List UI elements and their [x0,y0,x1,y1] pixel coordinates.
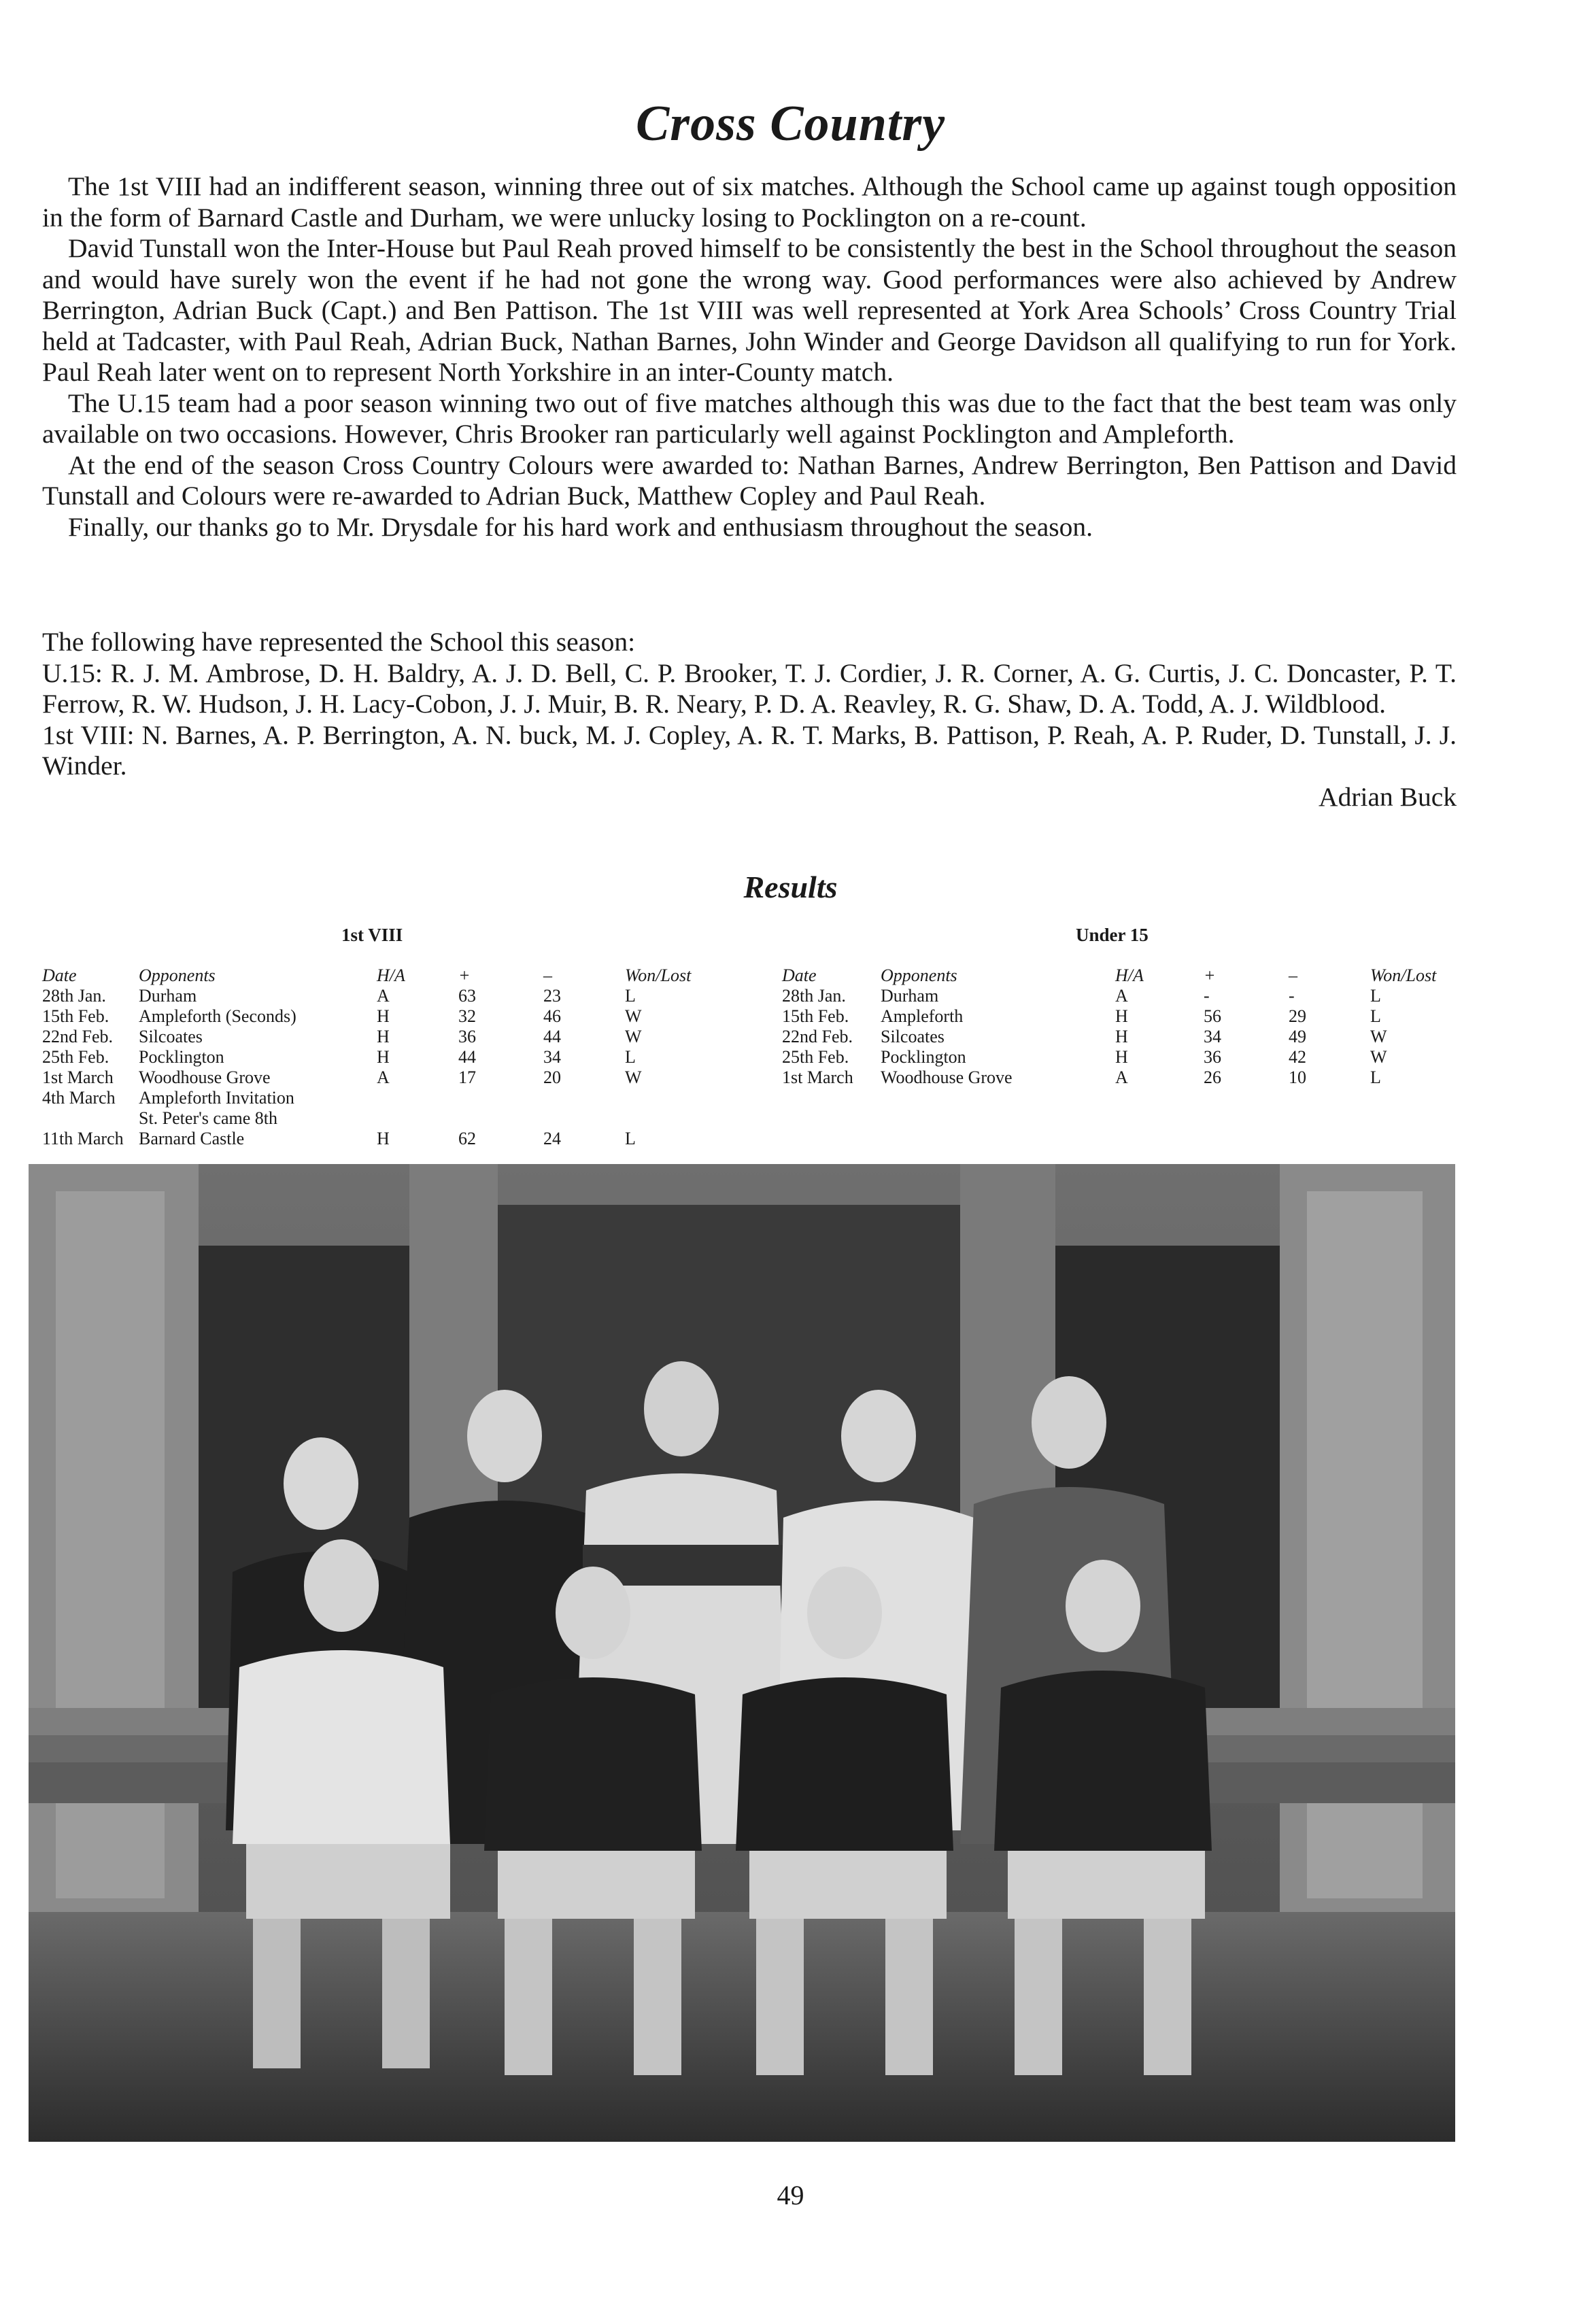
article-body [42,171,1457,543]
cell-points-for: 34 [1204,1027,1221,1046]
results-heading: Results [743,870,838,904]
cell-points-against: 44 [543,1027,561,1046]
cell-opponent: Pocklington [139,1047,224,1067]
cell-venue: H [377,1027,390,1046]
table-title: 1st VIII [341,925,403,945]
cell-result: L [625,986,636,1006]
table-row [42,1108,720,1129]
cell-points-against: 24 [543,1129,561,1148]
paragraph: At the end of the season Cross Country Colours were awarded to: Nathan Barnes, Andrew Berrington, Ben Pattison and David Tunstall and Colours were re-awarded to Adrian Buck, Matthew Copley and Paul Reah. [42,449,1457,511]
cell-date: 25th Feb. [42,1047,109,1067]
cell-opponent: Durham [881,986,939,1006]
cell-opponent: Woodhouse Grove [881,1067,1013,1087]
cell-opponent: Pocklington [881,1047,966,1067]
cell-points-against: 34 [543,1047,561,1067]
table-row [42,986,720,1006]
cell-points-against: 10 [1289,1067,1306,1087]
cell-result: W [625,1067,642,1087]
cell-result: W [1370,1047,1387,1067]
paragraph: Finally, our thanks go to Mr. Drysdale for his hard work and enthusiasm throughout the season. [68,511,1093,542]
cell-date: 28th Jan. [782,986,846,1006]
cell-date: 15th Feb. [42,1006,109,1026]
author-signature: Adrian Buck [1319,781,1457,812]
table-row [42,1047,720,1067]
cell-points-against: 20 [543,1067,561,1087]
cell-points-for [458,1108,543,1129]
team-list-intro: The following have represented the School this season: [42,627,636,657]
column-header: – [543,966,552,985]
column-header: H/A [377,966,405,985]
team-list [42,627,1457,813]
cell-points-for: 62 [458,1129,476,1148]
cell-points-for: 44 [458,1047,476,1067]
cell-result [625,1108,720,1129]
table-row [782,986,1462,1006]
cell-result: W [625,1006,642,1026]
cell-venue [377,1108,458,1129]
cell-points-for: 26 [1204,1067,1221,1087]
cell-venue: A [377,986,390,1006]
column-header: Opponents [139,966,216,985]
cell-opponent: St. Peter's came 8th [139,1108,277,1128]
cell-date: 15th Feb. [782,1006,849,1026]
column-header: H/A [1115,966,1144,985]
cell-result: L [625,1047,636,1067]
table-header-row [782,966,1462,986]
cell-points-against [543,1088,625,1108]
cell-venue: A [1115,1067,1128,1087]
column-header: Opponents [881,966,957,985]
cell-result: L [1370,986,1381,1006]
cell-points-against [543,1108,625,1129]
cell-venue [377,1088,458,1108]
cell-date: 28th Jan. [42,986,106,1006]
u15-team-list: U.15: R. J. M. Ambrose, D. H. Baldry, A. J. D. Bell, C. P. Brooker, T. J. Cordier, J. R. Corner, A. G. Curtis, J. C. Doncaster, P. T. Ferrow, R. W. Hudson, J. H. Lacy-Cobon, J. J. Muir, B. R. Neary, P. D. A. Reavley, R. G. Shaw, D. A. Todd, A. J. Wildblood. [42,657,1457,719]
cell-venue: H [377,1006,390,1026]
cell-result: W [625,1027,642,1046]
cell-points-against: 23 [543,986,561,1006]
table-row [42,1027,720,1047]
cell-points-for: 17 [458,1067,476,1087]
cell-opponent: Ampleforth [881,1006,964,1026]
cell-venue: H [1115,1006,1128,1026]
column-header: Won/Lost [1370,966,1437,985]
cell-opponent: Ampleforth (Seconds) [139,1006,296,1026]
cell-points-against: 42 [1289,1047,1306,1067]
table-row [42,1006,720,1027]
cell-points-for: 36 [458,1027,476,1046]
cell-points-for [458,1088,543,1108]
table-row [782,1067,1462,1088]
cell-result: L [625,1129,636,1148]
paragraph: The 1st VIII had an indifferent season, winning three out of six matches. Although the School came up against tough opposition in the form of Barnard Castle and Durham, we were unlucky losing to Pocklington on a re-count. [42,171,1457,233]
cell-result [625,1088,720,1108]
column-header: Date [782,966,817,985]
cell-points-against: 49 [1289,1027,1306,1046]
cell-points-against: 46 [543,1006,561,1026]
cell-points-for: 56 [1204,1006,1221,1026]
cell-venue: A [377,1067,390,1087]
column-header: – [1289,966,1297,985]
table-row [42,1067,720,1088]
column-header: Won/Lost [625,966,692,985]
cell-result: W [1370,1027,1387,1046]
cell-date: 1st March [42,1067,114,1087]
cell-venue: H [1115,1027,1128,1046]
cell-venue: H [377,1129,390,1148]
cell-opponent: Barnard Castle [139,1129,245,1148]
table-title: Under 15 [1076,925,1149,945]
cell-points-for: 36 [1204,1047,1221,1067]
cell-result: L [1370,1006,1381,1026]
cell-points-for: - [1204,986,1210,1006]
cell-opponent: Ampleforth Invitation [139,1088,294,1108]
cell-venue: H [1115,1047,1128,1067]
table-row [782,1027,1462,1047]
results-table [42,966,720,1149]
cell-opponent: Durham [139,986,197,1006]
cell-points-against: 29 [1289,1006,1306,1026]
cell-date: 11th March [42,1129,124,1148]
paragraph: David Tunstall won the Inter-House but Paul Reah proved himself to be consistently the best in the School throughout the season and would have surely won the event if he had not gone the wrong way. Good performances were also achieved by Andrew Berrington, Adrian Buck (Capt.) and Ben Pattison. The 1st VIII was well represented at York Area Schools’ Cross Country Trial held at Tadcaster, with Paul Reah, Adrian Buck, Nathan Barnes, John Winder and George Davidson all qualifying to run for York. Paul Reah later went on to represent North Yorkshire in an inter-County match. [42,233,1457,387]
cell-date: 22nd Feb. [782,1027,853,1046]
column-header: + [458,966,471,985]
table-row [42,1088,720,1108]
team-photo [29,1164,1455,2142]
cell-points-for: 63 [458,986,476,1006]
cell-venue: H [377,1047,390,1067]
page-title: Cross Country [635,96,946,152]
cell-result: L [1370,1067,1381,1087]
cell-points-against: - [1289,986,1295,1006]
first-viii-team-list: 1st VIII: N. Barnes, A. P. Berrington, A. N. buck, M. J. Copley, A. R. T. Marks, B. Pattison, P. Reah, A. P. Ruder, D. Tunstall, J. J. Winder. [42,719,1457,781]
cell-opponent: Silcoates [881,1027,945,1046]
table-header-row [42,966,720,986]
column-header: Date [42,966,77,985]
cell-date [42,1108,139,1129]
column-header: + [1204,966,1216,985]
cell-date: 1st March [782,1067,853,1087]
results-table [782,966,1462,1088]
page-number: 49 [777,2180,804,2210]
table-row [42,1129,720,1149]
cell-venue: A [1115,986,1128,1006]
paragraph: The U.15 team had a poor season winning two out of five matches although this was due to the fact that the best team was only available on two occasions. However, Chris Brooker ran particularly well against Pocklington and Ampleforth. [42,388,1457,449]
cell-opponent: Woodhouse Grove [139,1067,271,1087]
table-row [782,1047,1462,1067]
table-row [782,1006,1462,1027]
cell-date: 4th March [42,1088,116,1108]
cell-points-for: 32 [458,1006,476,1026]
cell-opponent: Silcoates [139,1027,203,1046]
cell-date: 22nd Feb. [42,1027,113,1046]
cell-date: 25th Feb. [782,1047,849,1067]
